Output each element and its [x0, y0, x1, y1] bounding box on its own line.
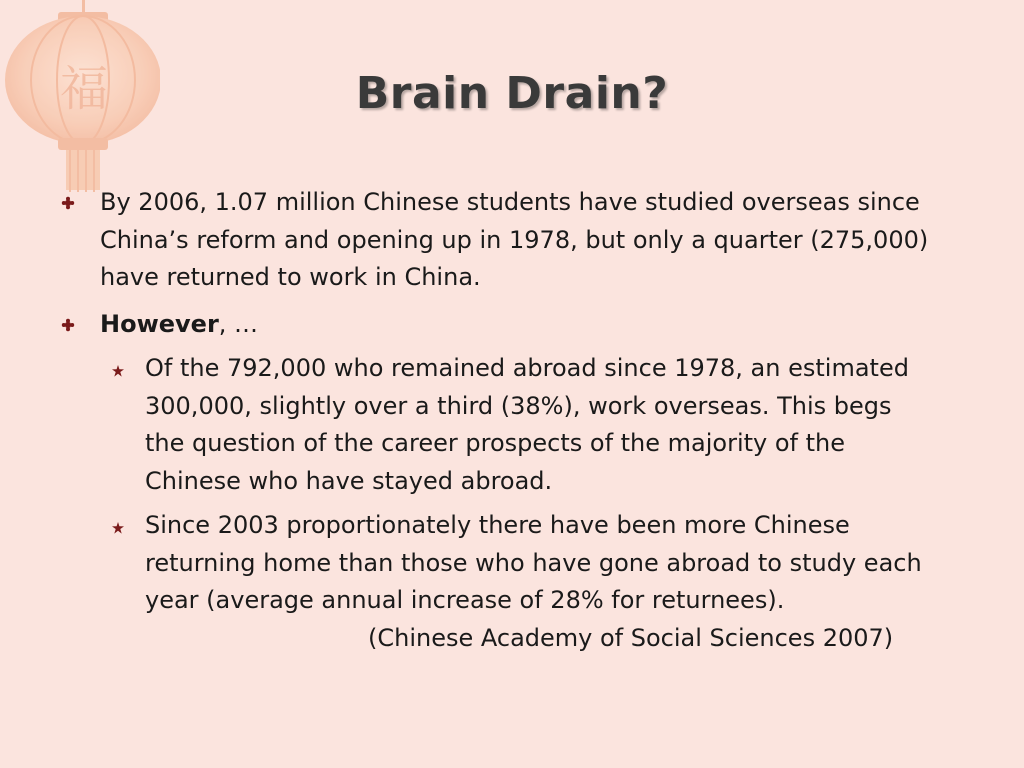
bullet-line: have returned to work in China. — [100, 263, 481, 291]
citation: (Chinese Academy of Social Sciences 2007) — [368, 624, 894, 652]
bullet-bold-text: However — [100, 310, 219, 338]
flower-bullet-icon — [61, 318, 75, 332]
bullet-item — [100, 184, 980, 297]
sub-bullet-line: returning home than those who have gone abroad to study each — [145, 548, 922, 577]
bullet-line: China’s reform and opening up in 1978, but only a quarter (275,000) — [100, 225, 929, 254]
sub-bullet-line: year (average annual increase of 28% for returnees). — [145, 586, 785, 614]
star-bullet-icon — [111, 521, 125, 535]
sub-bullet-line: 300,000, slightly over a third (38%), work overseas. This begs — [145, 391, 892, 420]
bullet-line: By 2006, 1.07 million Chinese students have studied overseas since — [100, 188, 920, 216]
bullet-item — [100, 306, 980, 344]
star-bullet-icon — [111, 364, 125, 378]
sub-bullet-line: Of the 792,000 who remained abroad since 1978, an estimated — [145, 354, 909, 382]
sub-bullet-item — [145, 507, 985, 620]
sub-bullet-item — [145, 350, 985, 500]
lantern-glyph: 福 — [59, 61, 108, 117]
bullet-text: , … — [218, 310, 259, 338]
sub-bullet-line: Chinese who have stayed abroad. — [145, 466, 553, 495]
slide-title: Brain Drain? — [355, 68, 669, 119]
flower-bullet-icon — [61, 196, 75, 210]
sub-bullet-line: the question of the career prospects of the majority of the — [145, 429, 846, 457]
sub-bullet-line: Since 2003 proportionately there have been more Chinese — [145, 511, 850, 539]
